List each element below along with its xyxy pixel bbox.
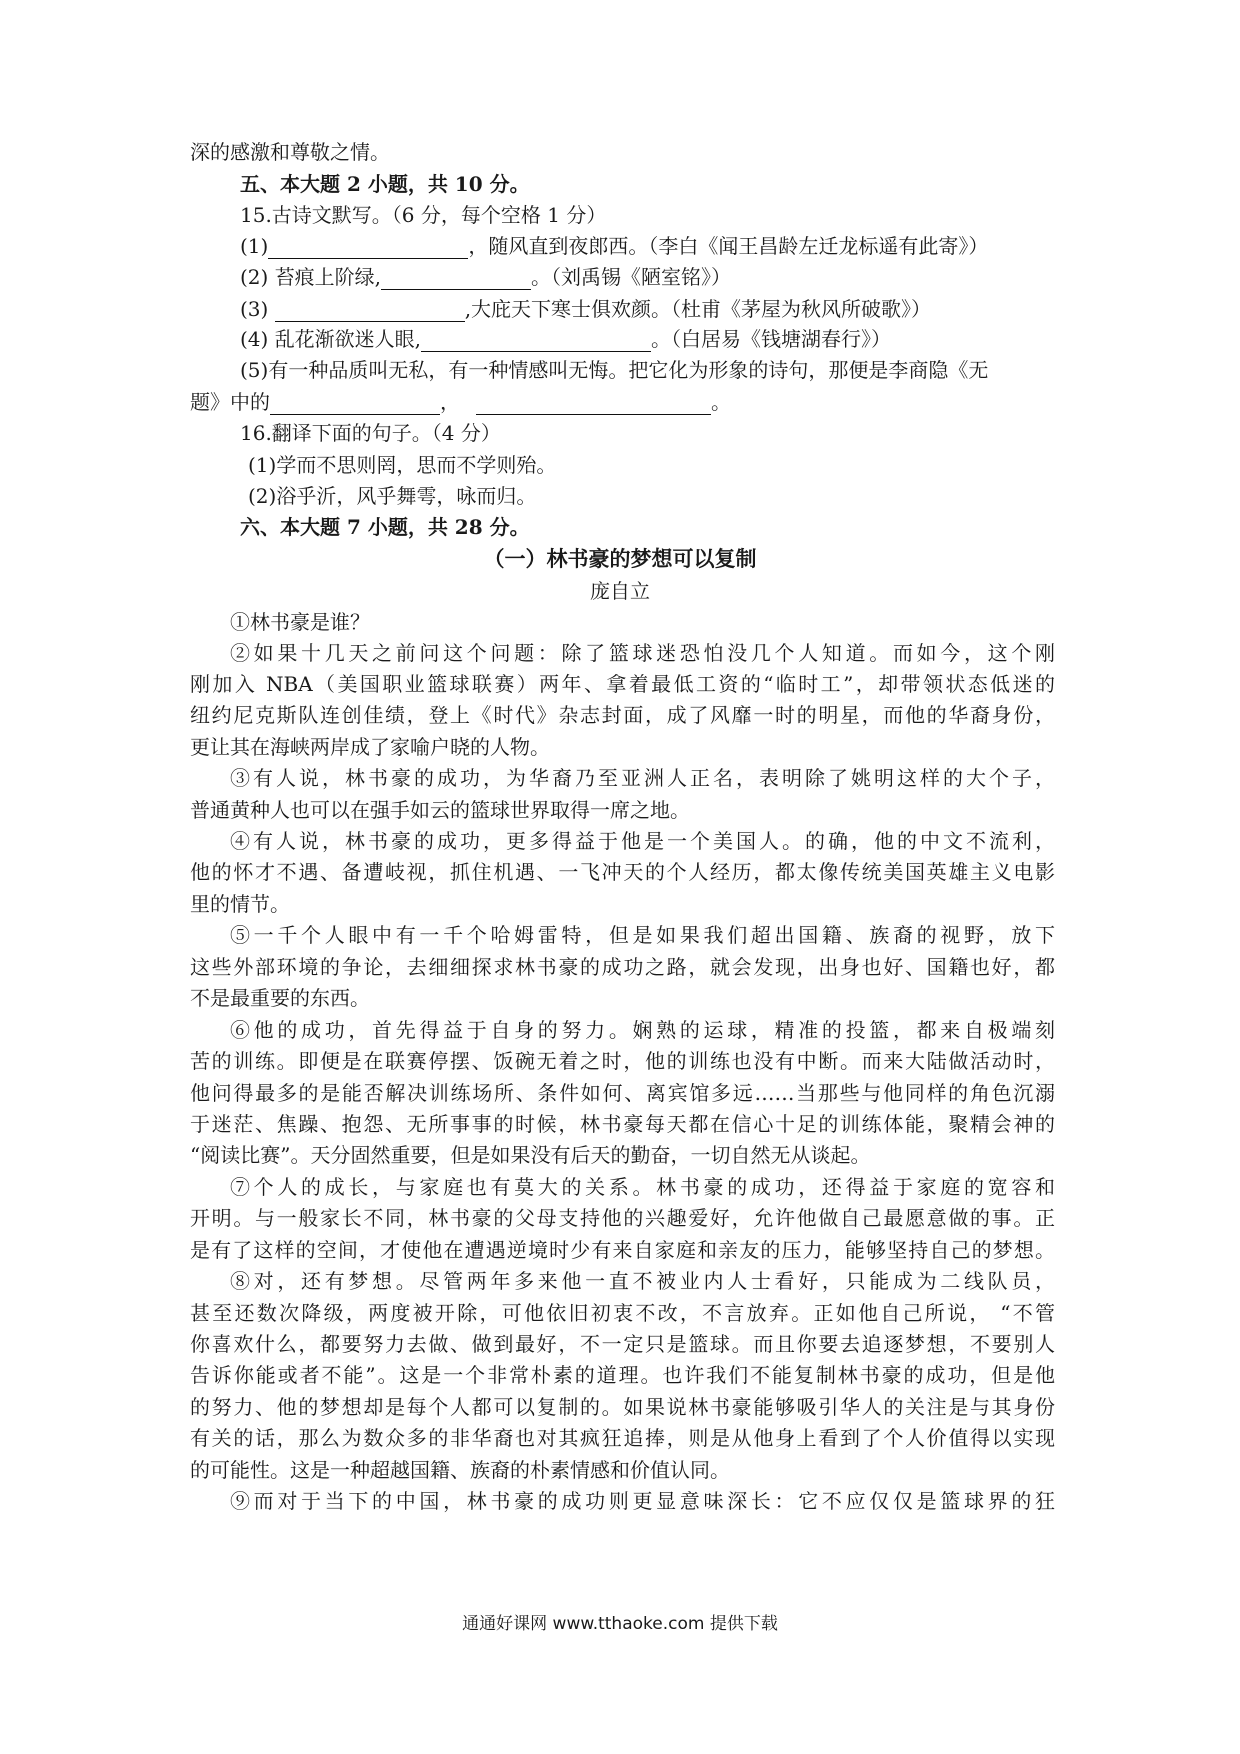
article-title: （一）林书豪的梦想可以复制	[483, 546, 757, 571]
question-15-item-5-line-1: (5)有一种品质叫无私，有一种情感叫无悔。把它化为形象的诗句，那便是李商隐《无	[240, 358, 989, 382]
question-15-item-5-line-2	[190, 387, 731, 417]
article-line: 这些外部环境的争论，去细细探求林书豪的成功之路，就会发现，出身也好、国籍也好，都	[190, 955, 1055, 979]
article-line: ①林书豪是谁？	[230, 610, 370, 634]
article-line: 有关的话，那么为数众多的非华裔也对其疯狂追捧，则是从他身上看到了个人价值得以实现	[190, 1426, 1055, 1450]
article-line: ⑦个人的成长，与家庭也有莫大的关系。林书豪的成功，还得益于家庭的宽容和	[230, 1175, 1055, 1199]
item-3-suffix: ,大庇天下寒士俱欢颜。（杜甫《茅屋为秋风所破歌》）	[464, 297, 932, 321]
article-line: 告诉你能或者不能”。这是一个非常朴素的道理。也许我们不能复制林书豪的成功，但是他	[190, 1363, 1055, 1387]
item-4-prefix: (4) 乱花渐欲迷人眼,	[240, 327, 422, 351]
article-line: ②如果十几天之前问这个问题：除了篮球迷恐怕没几个人知道。而如今，这个刚	[230, 641, 1055, 665]
item-5-prefix: 题》中的	[190, 390, 270, 414]
article-line: “阅读比赛”。天分固然重要，但是如果没有后天的勤奋，一切自然无从谈起。	[190, 1143, 871, 1167]
question-15-item-2	[240, 262, 731, 292]
item-4-suffix: 。（白居易《钱塘湖春行》）	[651, 327, 892, 351]
fill-blank-5b[interactable]	[476, 392, 711, 415]
question-16-item-2: (2)浴乎沂，风乎舞雩，咏而归。	[248, 484, 537, 508]
question-15-item-4	[240, 324, 891, 354]
item-5-suffix: 。	[711, 390, 731, 414]
article-line: ⑤一千个人眼中有一千个哈姆雷特，但是如果我们超出国籍、族裔的视野，放下	[230, 923, 1055, 947]
article-line: 更让其在海峡两岸成了家喻户晓的人物。	[190, 735, 550, 759]
article-line: 甚至还数次降级，两度被开除，可他依旧初衷不改，不言放弃。正如他自己所说， “不管	[190, 1301, 1055, 1325]
fill-blank-4[interactable]	[421, 329, 651, 352]
article-line: 他的怀才不遇、备遭岐视，抓住机遇、一飞冲天的个人经历，都太像传统美国英雄主义电影	[190, 860, 1055, 884]
article-line: 你喜欢什么，都要努力去做、做到最好，不一定只是篮球。而且你要去追逐梦想，不要别人	[190, 1332, 1055, 1356]
article-line: ③有人说，林书豪的成功，为华裔乃至亚洲人正名，表明除了姚明这样的大个子，	[230, 766, 1055, 790]
article-author: 庞自立	[590, 579, 650, 603]
article-line: 刚加入 NBA（美国职业篮球联赛）两年、拿着最低工资的“临时工”，却带领状态低迷的	[190, 672, 1055, 696]
article-line: 的可能性。这是一种超越国籍、族裔的朴素情感和价值认同。	[190, 1458, 730, 1482]
section-six-heading: 六、本大题 7 小题，共 28 分。	[240, 515, 530, 539]
question-15-item-3	[240, 294, 931, 324]
article-line: ⑧对，还有梦想。尽管两年多来他一直不被业内人士看好，只能成为二线队员，	[230, 1269, 1055, 1293]
article-line: ⑥他的成功，首先得益于自身的努力。娴熟的运球，精准的投篮，都来自极端刻	[230, 1018, 1055, 1042]
article-line: 是有了这样的空间，才使他在遭遇逆境时少有来自家庭和亲友的压力，能够坚持自己的梦想。	[190, 1238, 1055, 1262]
item-1-suffix: ，随风直到夜郎西。（李白《闻王昌龄左迁龙标遥有此寄》）	[468, 234, 989, 258]
question-16-intro: 16.翻译下面的句子。（4 分）	[240, 421, 501, 445]
article-line: 纽约尼克斯队连创佳绩，登上《时代》杂志封面，成了风靡一时的明星，而他的华裔身份，	[190, 703, 1055, 727]
article-line: 普通黄种人也可以在强手如云的篮球世界取得一席之地。	[190, 798, 690, 822]
article-line: ④有人说，林书豪的成功，更多得益于他是一个美国人。的确，他的中文不流利，	[230, 829, 1055, 853]
article-line: 他问得最多的是能否解决训练场所、条件如何、离宾馆多远……当那些与他同样的角色沉溺	[190, 1081, 1055, 1105]
carry-over-text: 深的感激和尊敬之情。	[190, 140, 390, 164]
question-16-item-1: (1)学而不思则罔，思而不学则殆。	[248, 453, 557, 477]
article-line: 于迷茫、焦躁、抱怨、无所事事的时候，林书豪每天都在信心十足的训练体能，聚精会神的	[190, 1112, 1055, 1136]
question-15-item-1	[240, 231, 988, 261]
fill-blank-2[interactable]	[381, 267, 531, 290]
fill-blank-3[interactable]	[275, 299, 465, 322]
item-2-prefix: (2) 苔痕上阶绿,	[240, 265, 382, 289]
item-2-suffix: 。（刘禹锡《陋室铭》）	[531, 265, 732, 289]
article-line: 的努力、他的梦想却是每个人都可以复制的。如果说林书豪能够吸引华人的关注是与其身份	[190, 1395, 1055, 1419]
article-line: 不是最重要的东西。	[190, 986, 370, 1010]
article-line: ⑨而对于当下的中国，林书豪的成功则更显意味深长：它不应仅仅是篮球界的狂	[230, 1489, 1055, 1513]
item-5-mid: ，	[440, 390, 460, 414]
page-footer: 通通好课网 www.tthaoke.com 提供下载	[462, 1614, 778, 1634]
fill-blank-1[interactable]	[268, 236, 468, 259]
article-line: 苦的训练。即便是在联赛停摆、饭碗无着之时，他的训练也没有中断。而来大陆做活动时，	[190, 1049, 1055, 1073]
item-1-prefix: (1)	[240, 234, 269, 258]
article-line: 开明。与一般家长不同，林书豪的父母支持他的兴趣爱好，允许他做自己最愿意做的事。正	[190, 1206, 1055, 1230]
article-line: 里的情节。	[190, 892, 290, 916]
section-five-heading: 五、本大题 2 小题，共 10 分。	[240, 172, 530, 196]
item-3-prefix: (3)	[240, 297, 275, 321]
question-15-intro: 15.古诗文默写。（6 分，每个空格 1 分）	[240, 203, 607, 227]
fill-blank-5a[interactable]	[270, 392, 440, 415]
